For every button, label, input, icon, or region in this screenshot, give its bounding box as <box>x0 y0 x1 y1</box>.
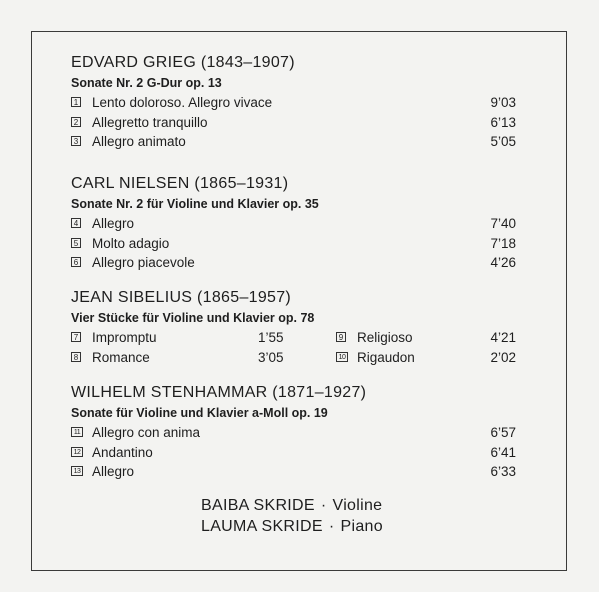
track-title: Religioso <box>357 330 413 345</box>
track-duration: 6’33 <box>490 464 516 479</box>
track-number: 10 <box>336 352 348 362</box>
track-title: Lento doloroso. Allegro vivace <box>92 95 273 110</box>
section-grieg <box>71 52 516 152</box>
track-duration: 9’03 <box>490 95 516 110</box>
composer-heading: EDVARD GRIEG (1843–1907) <box>71 54 295 71</box>
track-number: 7 <box>71 332 81 342</box>
track-title: Allegro <box>92 216 135 231</box>
track-title: Andantino <box>92 444 153 460</box>
track-row <box>71 348 516 368</box>
track-duration: 3’05 <box>258 349 284 365</box>
track-number: 3 <box>71 136 81 146</box>
track-row <box>71 214 516 234</box>
track-title: Molto adagio <box>92 235 170 251</box>
track-number: 4 <box>71 218 81 228</box>
work-title: Sonate Nr. 2 G-Dur op. 13 <box>71 76 222 90</box>
track-row <box>71 93 516 113</box>
composer-heading: JEAN SIBELIUS (1865–1957) <box>71 289 292 306</box>
performer-line <box>201 516 383 537</box>
track-row <box>71 113 516 133</box>
section-sibelius <box>71 287 516 367</box>
track-duration: 6’41 <box>490 444 516 460</box>
separator-dot: · <box>320 497 327 514</box>
track-row <box>71 132 516 152</box>
track-duration: 4’21 <box>490 330 516 345</box>
work-title: Sonate Nr. 2 für Violine und Klavier op. 35 <box>71 197 319 211</box>
track-number: 5 <box>71 238 81 248</box>
track-number: 13 <box>71 466 83 476</box>
performer-instrument: Piano <box>340 518 383 535</box>
track-number: 12 <box>71 447 83 457</box>
performer-line <box>201 495 383 516</box>
track-row <box>71 443 516 463</box>
track-number: 8 <box>71 352 81 362</box>
work-title: Vier Stücke für Violine und Klavier op. 78 <box>71 311 315 325</box>
track-number: 11 <box>71 427 83 437</box>
track-duration: 2’02 <box>490 349 516 365</box>
track-duration: 1’55 <box>258 330 284 345</box>
track-title: Allegro piacevole <box>92 255 195 270</box>
track-title: Allegro con anima <box>92 425 201 440</box>
track-duration: 4’26 <box>490 255 516 270</box>
composer-heading: WILHELM STENHAMMAR (1871–1927) <box>71 384 367 401</box>
track-title: Allegretto tranquillo <box>92 114 208 130</box>
performer-instrument: Violine <box>332 497 383 514</box>
track-title: Rigaudon <box>357 349 415 365</box>
track-duration: 5’05 <box>490 134 516 149</box>
performers <box>201 495 383 537</box>
track-row <box>71 234 516 254</box>
track-row <box>71 253 516 273</box>
separator-dot: · <box>328 518 335 535</box>
track-title: Allegro animato <box>92 134 186 149</box>
track-row <box>71 462 516 482</box>
performer-name: BAIBA SKRIDE <box>201 497 315 514</box>
track-duration: 6’57 <box>490 425 516 440</box>
track-title: Allegro <box>92 464 135 479</box>
performer-name: LAUMA SKRIDE <box>201 518 323 535</box>
composer-heading: CARL NIELSEN (1865–1931) <box>71 175 289 192</box>
track-title: Romance <box>92 349 150 365</box>
track-number: 2 <box>71 117 81 127</box>
section-stenhammar <box>71 382 516 482</box>
track-duration: 7’40 <box>490 216 516 231</box>
track-title: Impromptu <box>92 330 157 345</box>
track-row <box>71 423 516 443</box>
track-duration: 7’18 <box>490 235 516 251</box>
track-row <box>71 328 516 348</box>
track-number: 1 <box>71 97 81 107</box>
work-title: Sonate für Violine und Klavier a-Moll op. 19 <box>71 406 328 420</box>
track-number: 9 <box>336 332 346 342</box>
track-duration: 6’13 <box>490 114 516 130</box>
section-nielsen <box>71 173 516 273</box>
track-number: 6 <box>71 257 81 267</box>
